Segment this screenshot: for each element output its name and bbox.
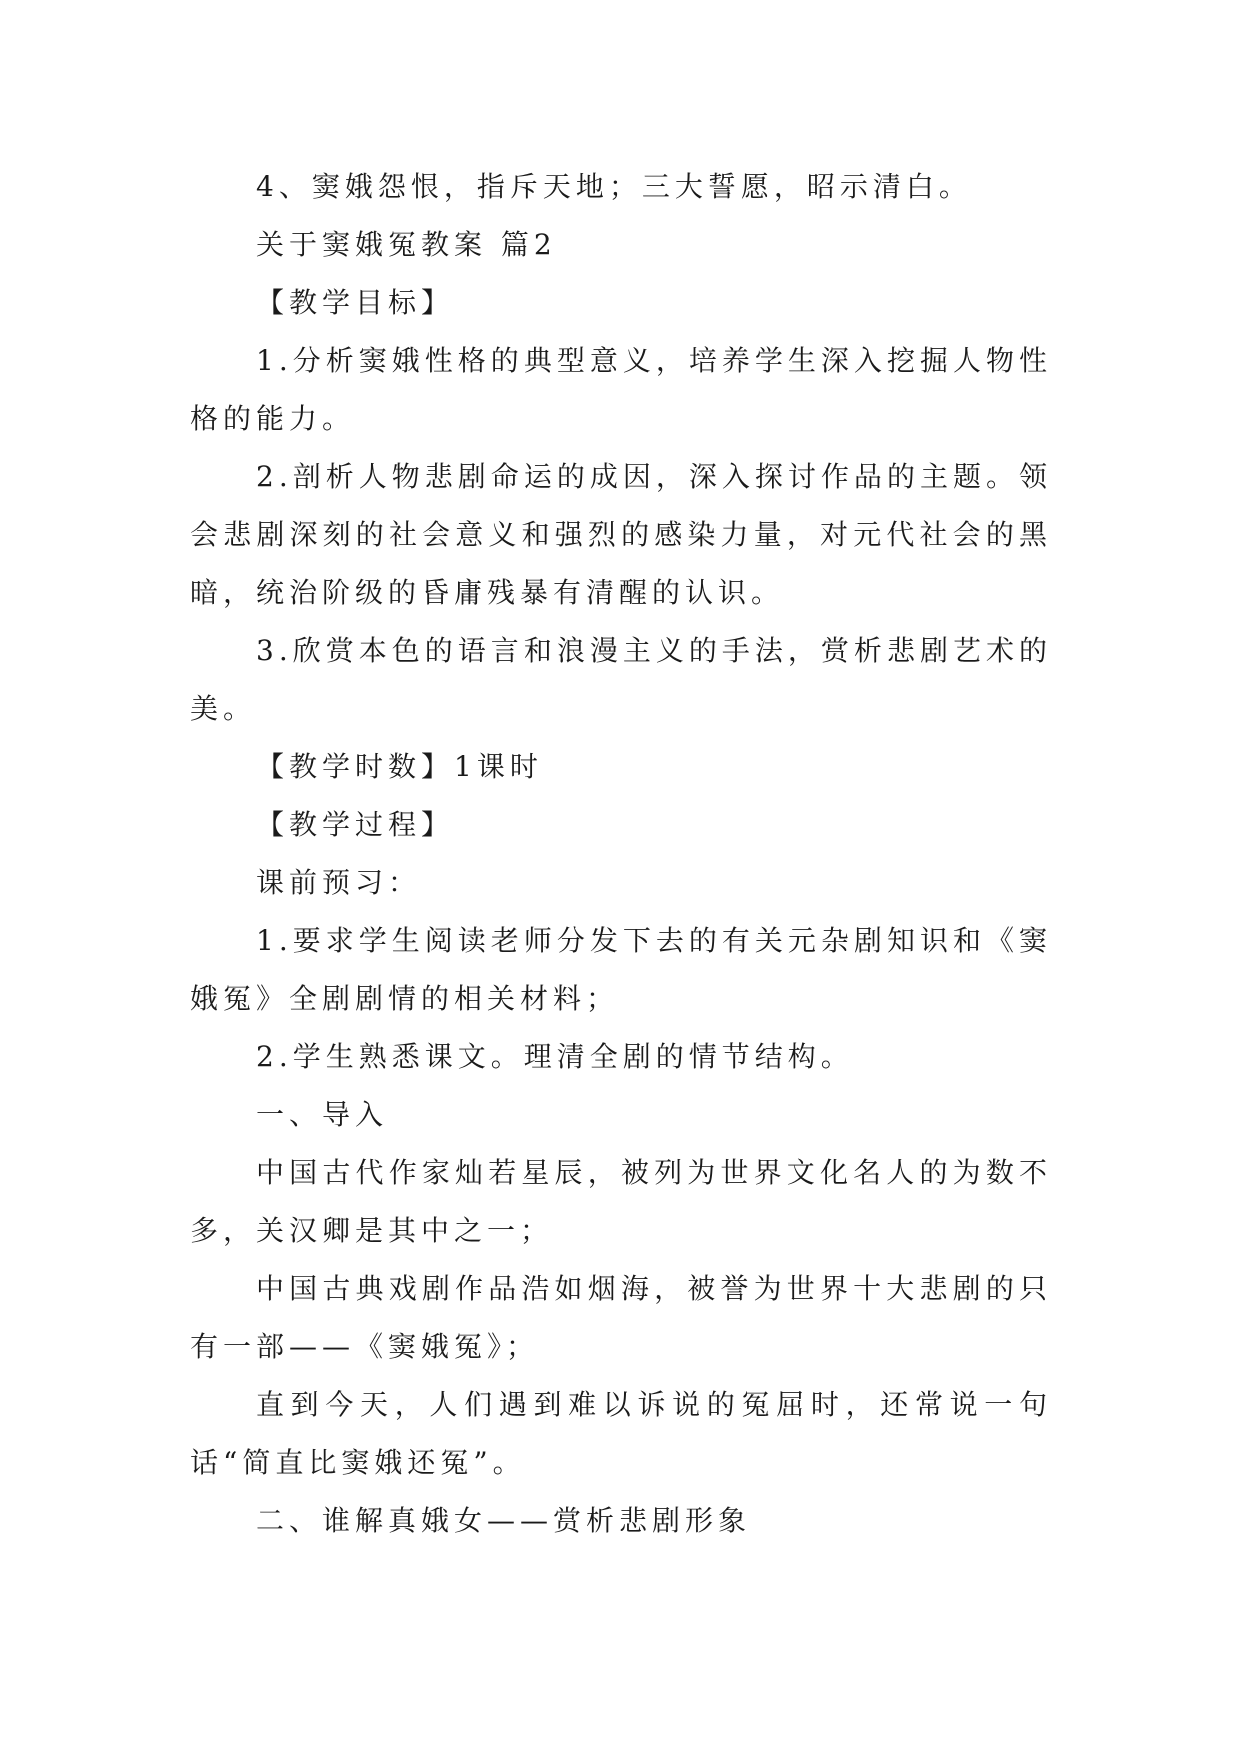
document-body (190, 158, 1052, 1550)
intro-paragraph-1: 中国古代作家灿若星辰，被列为世界文化名人的为数不多，关汉卿是其中之一； (190, 1156, 1052, 1247)
preview-item-1: 1.要求学生阅读老师分发下去的有关元杂剧知识和《窦娥冤》全剧剧情的相关材料； (190, 924, 1052, 1015)
goal-item-3: 3.欣赏本色的语言和浪漫主义的手法，赏析悲剧艺术的美。 (190, 634, 1052, 725)
preview-item-2: 2.学生熟悉课文。理清全剧的情节结构。 (256, 1040, 854, 1073)
heading-teaching-process: 【教学过程】 (256, 808, 455, 841)
section-title: 关于窦娥冤教案 篇2 (256, 228, 557, 261)
intro-paragraph-2: 中国古典戏剧作品浩如烟海，被誉为世界十大悲剧的只有一部——《窦娥冤》； (190, 1272, 1052, 1363)
heading-teaching-goals: 【教学目标】 (256, 286, 455, 319)
paragraph-oath: 4、窦娥怨恨，指斥天地；三大誓愿，昭示清白。 (256, 170, 972, 203)
heading-section-two: 二、谁解真娥女——赏析悲剧形象 (256, 1504, 752, 1537)
heading-introduction: 一、导入 (256, 1098, 389, 1131)
heading-preview: 课前预习： (256, 866, 422, 899)
goal-item-2: 2.剖析人物悲剧命运的成因，深入探讨作品的主题。领会悲剧深刻的社会意义和强烈的感染力量，对元代社会的黑暗，统治阶级的昏庸残暴有清醒的认识。 (190, 460, 1052, 609)
heading-teaching-hours: 【教学时数】1课时 (256, 750, 543, 783)
goal-item-1: 1.分析窦娥性格的典型意义，培养学生深入挖掘人物性格的能力。 (190, 344, 1052, 435)
intro-paragraph-3: 直到今天，人们遇到难以诉说的冤屈时，还常说一句话“简直比窦娥还冤”。 (190, 1388, 1052, 1479)
